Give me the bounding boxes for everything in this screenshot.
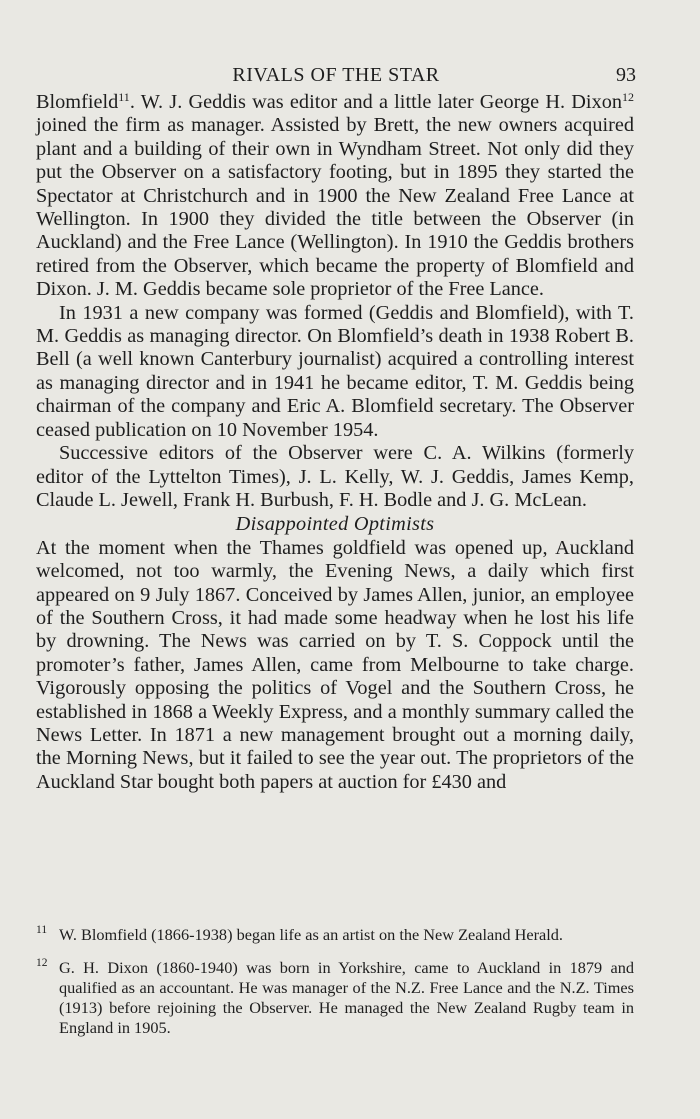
footnotes <box>36 925 634 1051</box>
footnote-ref: 11 <box>118 90 130 104</box>
footnote <box>36 925 634 945</box>
paragraph <box>36 91 634 302</box>
text-run: Blomfield <box>36 91 119 113</box>
paragraph <box>36 442 634 512</box>
text-run: joined the firm as manager. Assisted by Brett, the new owners acquired plant and a building of their own in Wyndham Street. Not only did they put the Observer on a satisfactory footing, but in 1895 they started the Spectator at Christchurch and in 1900 the New Zealand Free Lance at Wellington. In 1900 they divided the title between the Observer (in Auckland) and the Free Lance (Wellington). In 1910 the Geddis brothers retired from the Observer, which became the property of Blomfield and Dixon. J. M. Geddis became sole proprietor of the Free Lance. <box>36 114 634 301</box>
running-title: RIVALS OF THE STAR <box>232 64 440 86</box>
paragraph <box>36 537 634 794</box>
text-run: At the moment when the Thames goldfield was opened up, Auckland welcomed, not too warmly, the Evening News, a daily which first appeared on 9 July 1867. Conceived by James Allen, junior, an employee of the Southern Cross, it had made some headway when he lost his life by drowning. The News was carried on by T. S. Coppock until the promoter’s father, James Allen, came from Melbourne to take charge. Vigorously opposing the politics of Vogel and the Southern Cross, he established in 1868 a Weekly Express, and a monthly summary called the News Letter. In 1871 a new management brought out a morning daily, the Morning News, but it failed to see the year out. The proprietors of the Auckland Star bought both papers at auction for £430 and <box>36 536 634 793</box>
footnote-ref: 12 <box>622 90 634 104</box>
paragraph <box>36 302 634 442</box>
footnote-number: 11 <box>36 924 48 936</box>
text-run: In 1931 a new company was formed (Geddis and Blomfield), with T. M. Geddis as managing director. On Blomfield’s death in 1938 Robert B. Bell (a well known Canterbury journalist) acquired a controlling interest as managing director and in 1941 he became editor, T. M. Geddis being chairman of the company and Eric A. Blomfield secretary. The Observer ceased publication on 10 November 1954. <box>36 301 634 441</box>
body-text <box>36 91 634 794</box>
footnote-text: W. Blomfield (1866-1938) began life as an artist on the New Zealand Herald. <box>59 925 563 944</box>
footnote-number: 12 <box>36 957 48 969</box>
paragraphs-before-heading <box>36 91 634 512</box>
page-number: 93 <box>616 64 636 86</box>
footnote <box>36 958 634 1038</box>
footnote-text: G. H. Dixon (1860-1940) was born in Yorkshire, came to Auckland in 1879 and qualified as an accountant. He was manager of the N.Z. Free Lance and the N.Z. Times (1913) before rejoining the Observer. He managed the New Zealand Rugby team in England in 1905. <box>59 958 634 1037</box>
section-heading: Disappointed Optimists <box>235 513 435 536</box>
paragraphs-after-heading <box>36 537 634 794</box>
text-run: . W. J. Geddis was editor and a little later George H. Dixon <box>129 91 622 113</box>
text-run: Successive editors of the Observer were C. A. Wilkins (formerly editor of the Lyttelton Times), J. L. Kelly, W. J. Geddis, James Kemp, Claude L. Jewell, Frank H. Burbush, F. H. Bodle and J. G. McLean. <box>36 442 634 511</box>
